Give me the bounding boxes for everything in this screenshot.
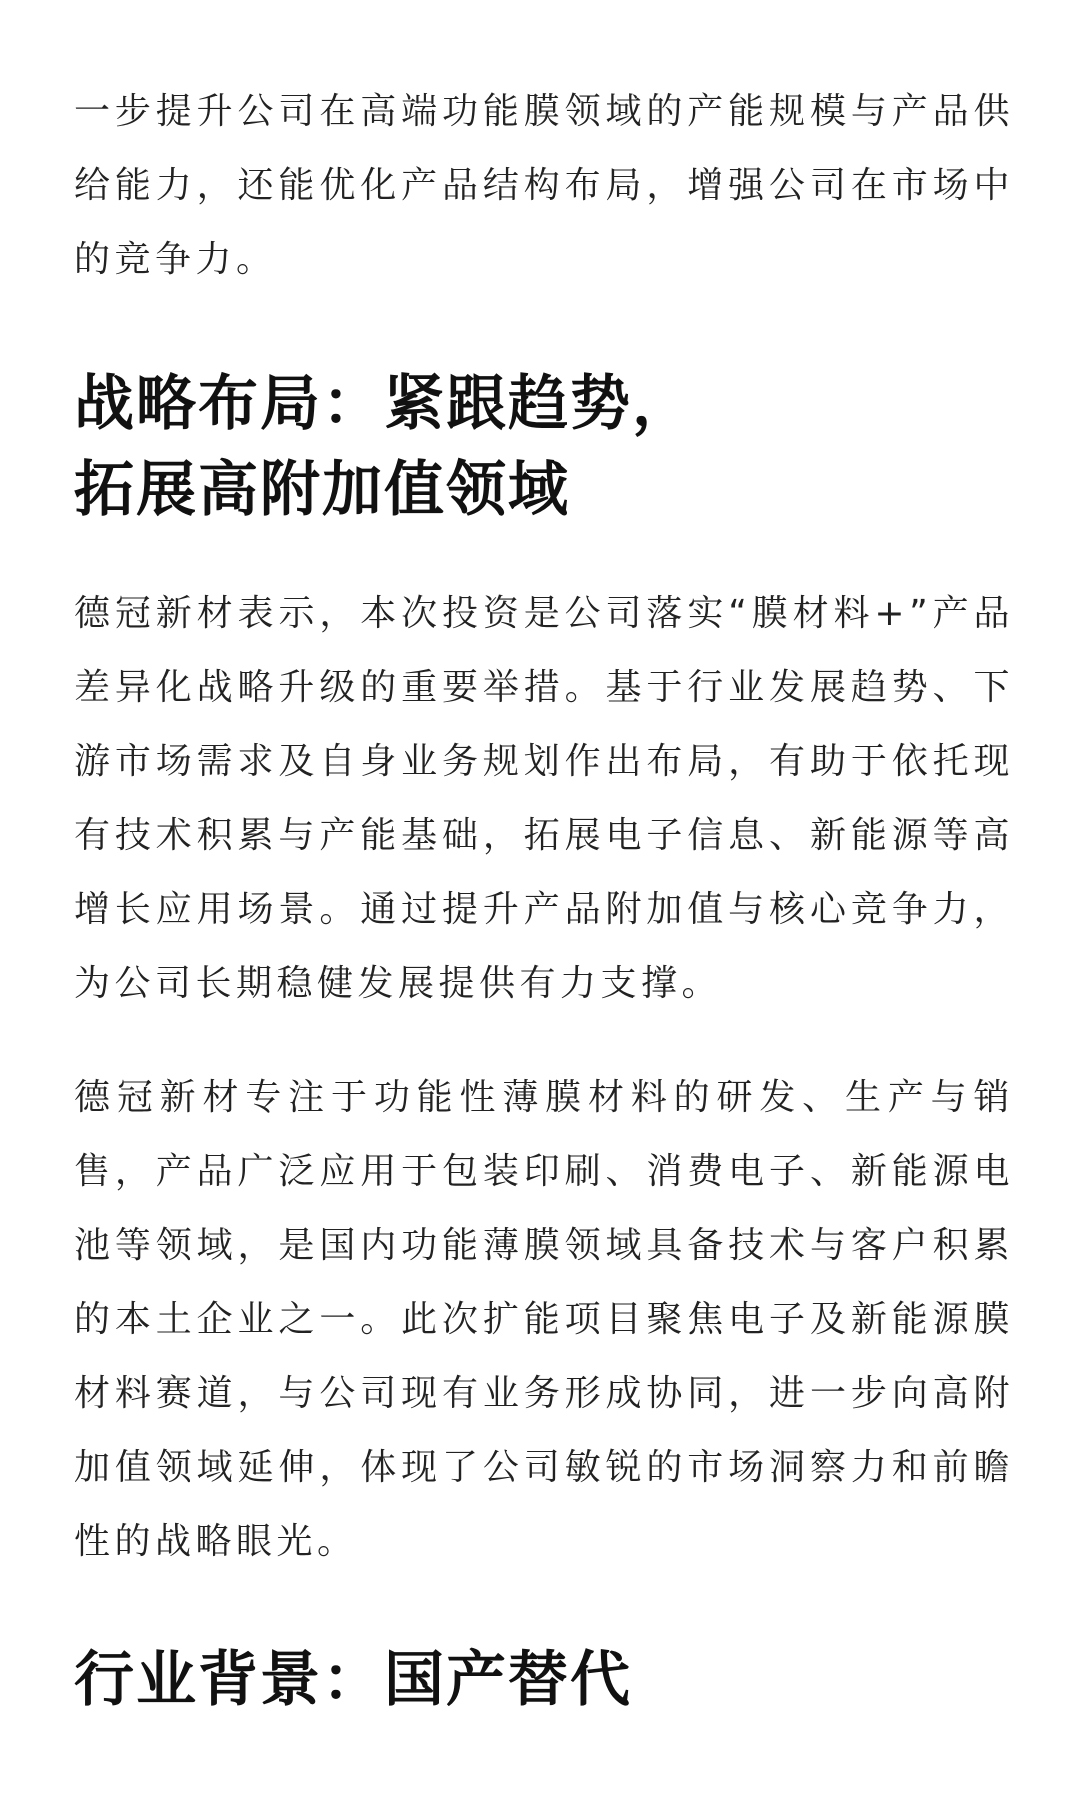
article-body — [74, 0, 1014, 1723]
section-heading-line-2: 拓展高附加值领域 — [74, 455, 570, 525]
intro-paragraph: 一步提升公司在高端功能膜领域的产能规模与产品供给能力，还能优化产品结构布局，增强公司在市场中的竞争力。 — [74, 91, 1014, 280]
section-heading-strategy — [74, 361, 1014, 533]
section-heading-industry: 行业背景：国产替代 — [74, 1645, 632, 1715]
strategy-paragraph-1: 德冠新材表示，本次投资是公司落实“膜材料+”产品差异化战略升级的重要举措。基于行业发展趋势、下游市场需求及自身业务规划作出布局，有助于依托现有技术积累与产能基础，拓展电子信息、新能源等高增长应用场景。通过提升产品附加值与核心竞争力，为公司长期稳健发展提供有力支撑。 — [74, 593, 1014, 1004]
strategy-paragraph-2: 德冠新材专注于功能性薄膜材料的研发、生产与销售，产品广泛应用于包装印刷、消费电子、新能源电池等领域，是国内功能薄膜领域具备技术与客户积累的本土企业之一。此次扩能项目聚焦电子及新能源膜材料赛道，与公司现有业务形成协同，进一步向高附加值领域延伸，体现了公司敏锐的市场洞察力和前瞻性的战略眼光。 — [74, 1077, 1014, 1562]
section-heading-line-1: 战略布局：紧跟趋势， — [74, 369, 694, 439]
